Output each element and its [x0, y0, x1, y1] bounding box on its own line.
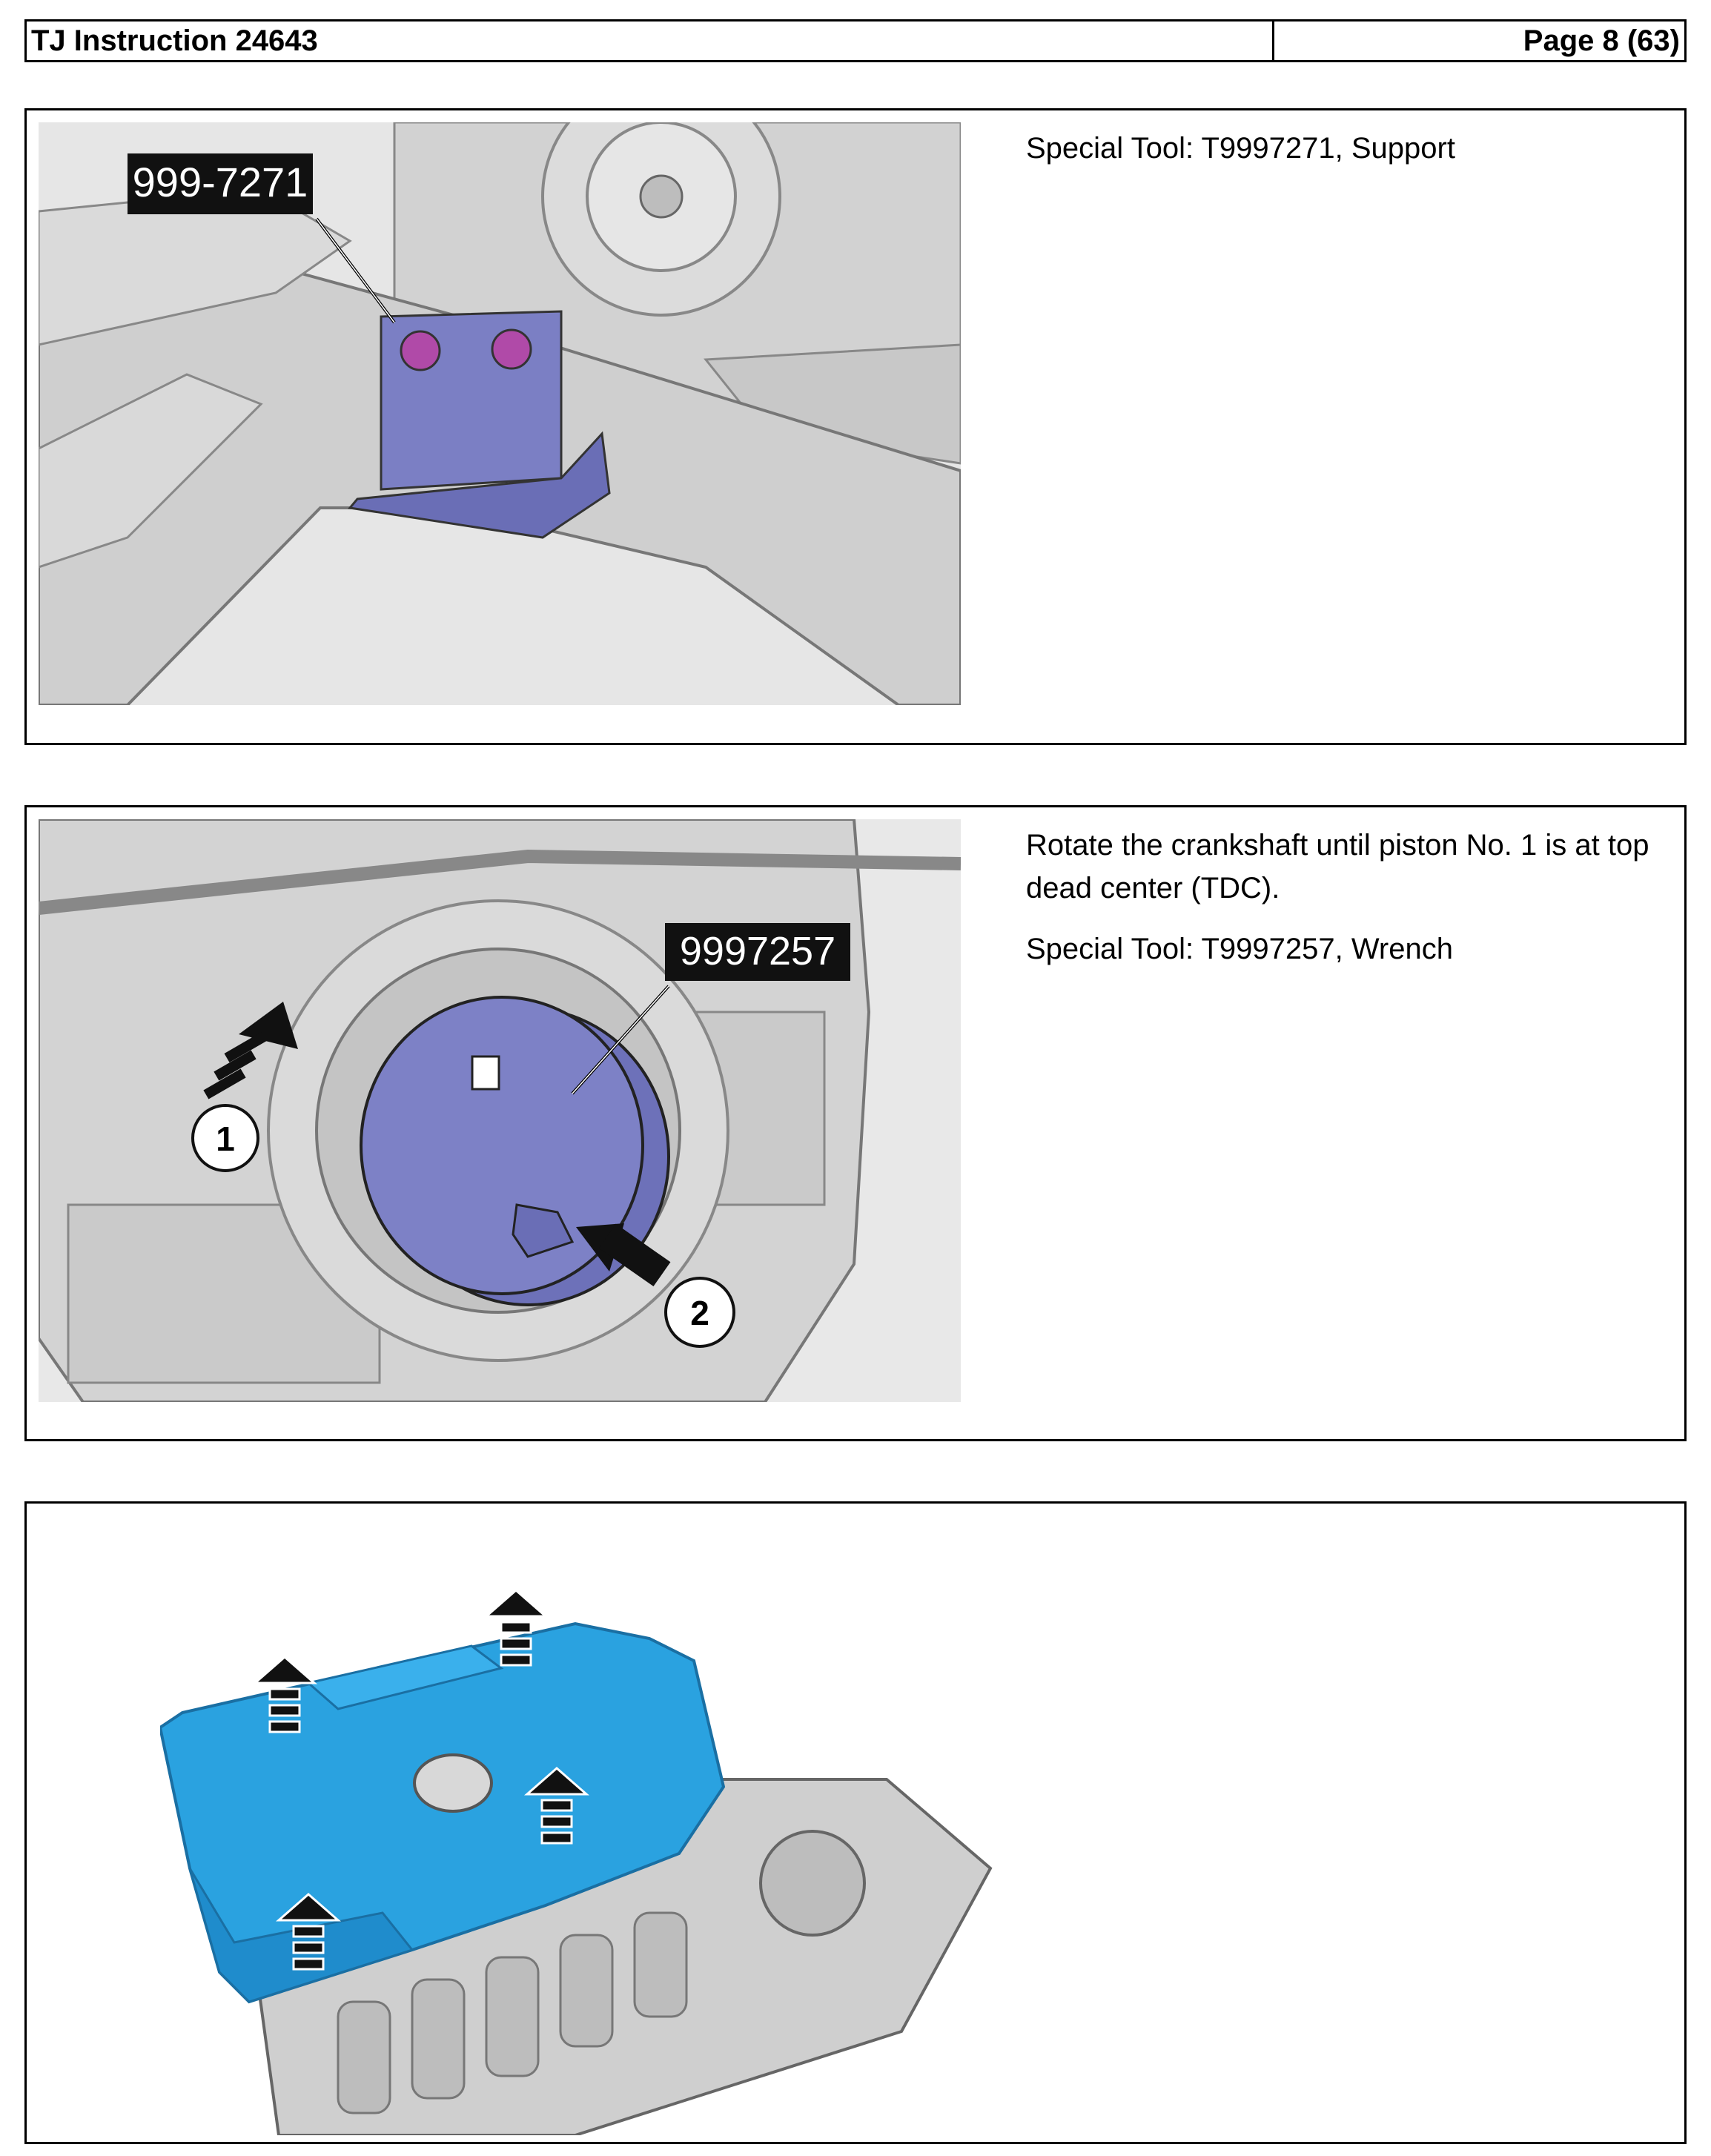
marker-2: 2	[690, 1294, 709, 1332]
engine-cover-removal-illustration	[160, 1557, 998, 2135]
page-header	[24, 19, 1687, 62]
step-panel-engine-cover	[24, 1501, 1687, 2144]
page-number: Page 8 (63)	[1523, 24, 1680, 57]
tool-callout-label: 999-7271	[132, 159, 308, 205]
step-panel-support	[24, 108, 1687, 745]
support-tool-illustration	[39, 122, 961, 705]
tool-description: Special Tool: T9997257, Wrench	[1026, 933, 1453, 965]
tool-description: Special Tool: T9997271, Support	[1026, 132, 1455, 165]
tool-callout-label: 9997257	[679, 929, 836, 973]
step-text	[1026, 824, 1671, 988]
step-panel-wrench	[24, 805, 1687, 1441]
instruction-text: Rotate the crankshaft until piston No. 1 is at top dead center (TDC).	[1026, 829, 1649, 905]
step-text	[1026, 127, 1671, 188]
document-title: TJ Instruction 24643	[27, 22, 1274, 60]
marker-1: 1	[216, 1120, 235, 1158]
crankshaft-wrench-illustration	[39, 819, 961, 1402]
